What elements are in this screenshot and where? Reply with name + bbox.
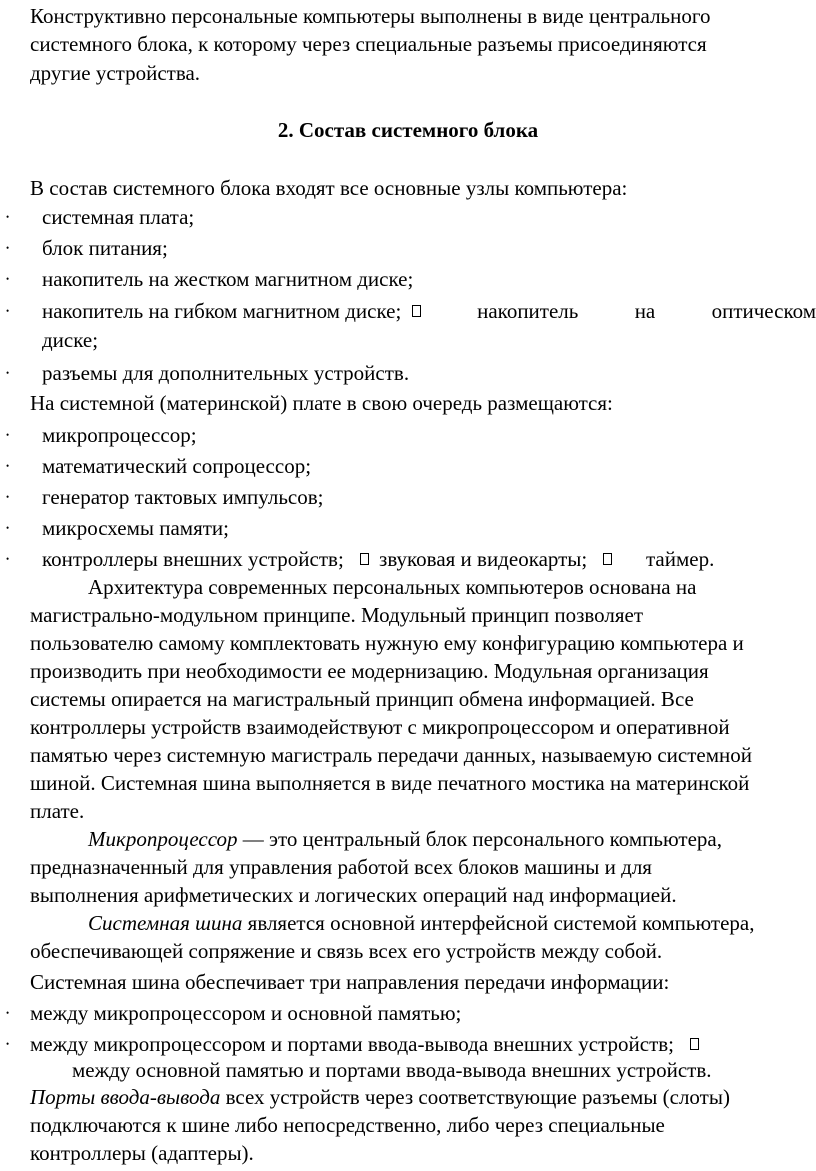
list-item: между основной памятью и портами ввода-вывода внешних устройств. bbox=[72, 1058, 712, 1082]
bus-definition-text: является основной интерфейсной системой компьютера, bbox=[242, 911, 755, 935]
list-item-text: контроллеры внешних устройств; bbox=[42, 547, 344, 571]
paragraph-line: подключаются к шине либо непосредственно, либо через специальные bbox=[30, 1113, 665, 1137]
justified-word: накопитель bbox=[477, 299, 579, 323]
bullet-icon: • bbox=[6, 430, 10, 440]
intro-line-3: другие устройства. bbox=[30, 61, 201, 85]
bus-directions-intro: Системная шина обеспечивает три направления передачи информации: bbox=[30, 970, 670, 994]
justified-word: оптическом bbox=[711, 299, 816, 323]
paragraph-line: пользователю самому комплектовать нужную ему конфигурацию компьютера и bbox=[30, 631, 744, 655]
bullet-icon: • bbox=[6, 492, 10, 502]
paragraph-line: системы опирается на магистральный принцип обмена информацией. Все bbox=[30, 687, 694, 711]
list-item bbox=[42, 545, 714, 573]
paragraph-line: выполнения арифметических и логических операций над информацией. bbox=[30, 883, 677, 907]
list-item: генератор тактовых импульсов; bbox=[42, 485, 324, 509]
term-bus: Системная шина bbox=[88, 911, 243, 935]
bullet-icon: • bbox=[6, 461, 10, 471]
paragraph-line: контроллеры устройств взаимодействуют с микропроцессором и оперативной bbox=[30, 715, 730, 739]
term-cpu: Микропроцессор bbox=[88, 827, 238, 851]
bullet-icon: • bbox=[6, 523, 10, 533]
paragraph-line: Архитектура современных персональных компьютеров основана на bbox=[88, 575, 697, 599]
paragraph-line: шиной. Системная шина выполняется в виде печатного мостика на материнской bbox=[30, 771, 750, 795]
composition-intro: В состав системного блока входят все основные узлы компьютера: bbox=[30, 176, 628, 200]
intro-line-1: Конструктивно персональные компьютеры выполнены в виде центрального bbox=[30, 4, 711, 28]
ports-definition-text: всех устройств через соответствующие разъемы (слоты) bbox=[220, 1085, 730, 1109]
list-item-text: накопитель на гибком магнитном диске; bbox=[42, 299, 402, 323]
square-bullet-icon bbox=[603, 553, 612, 565]
bullet-icon: • bbox=[6, 212, 10, 222]
ports-definition bbox=[30, 1083, 730, 1111]
term-ports: Порты ввода-вывода bbox=[30, 1085, 221, 1109]
section-heading: 2. Состав системного блока bbox=[277, 118, 539, 142]
board-intro: На системной (материнской) плате в свою очередь размещаются: bbox=[30, 391, 613, 415]
intro-line-2: системного блока, к которому через специальные разъемы присоединяются bbox=[30, 32, 707, 56]
list-item: разъемы для дополнительных устройств. bbox=[42, 361, 410, 385]
list-item-continuation: диске; bbox=[42, 328, 99, 352]
cpu-definition bbox=[88, 825, 722, 853]
justified-word: на bbox=[634, 299, 656, 323]
list-item: системная плата; bbox=[42, 205, 195, 229]
bullet-icon: • bbox=[6, 1039, 10, 1049]
paragraph-line: предназначенный для управления работой всех блоков машины и для bbox=[30, 855, 652, 879]
paragraph-line: обеспечивающей сопряжение и связь всех его устройств между собой. bbox=[30, 939, 663, 963]
bullet-icon: • bbox=[6, 274, 10, 284]
list-item: накопитель на жестком магнитном диске; bbox=[42, 267, 414, 291]
list-item: между микропроцессором и основной памятью; bbox=[30, 1001, 462, 1025]
paragraph-line: магистрально-модульном принципе. Модульный принцип позволяет bbox=[30, 603, 644, 627]
square-bullet-icon bbox=[690, 1038, 699, 1050]
square-bullet-icon bbox=[360, 553, 369, 565]
bullet-icon: • bbox=[6, 306, 10, 316]
list-item-text: между микропроцессором и портами ввода-вывода внешних устройств; bbox=[30, 1032, 675, 1056]
list-item-text: звуковая и видеокарты; bbox=[379, 547, 588, 571]
bullet-icon: • bbox=[6, 1008, 10, 1018]
list-item: математический сопроцессор; bbox=[42, 454, 312, 478]
list-item: блок питания; bbox=[42, 236, 168, 260]
paragraph-line: производить при необходимости ее модернизацию. Модульная организация bbox=[30, 659, 709, 683]
paragraph-line: памятью через системную магистраль передачи данных, называемую системной bbox=[30, 743, 752, 767]
bullet-icon: • bbox=[6, 554, 10, 564]
list-item bbox=[30, 1030, 699, 1058]
square-bullet-icon bbox=[412, 305, 421, 317]
cpu-definition-text: — это центральный блок персонального компьютера, bbox=[237, 827, 722, 851]
bullet-icon: • bbox=[6, 368, 10, 378]
paragraph-line: контроллеры (адаптеры). bbox=[30, 1141, 254, 1165]
list-item bbox=[42, 297, 816, 325]
list-item-text: таймер. bbox=[646, 547, 715, 571]
bus-definition bbox=[88, 909, 754, 937]
list-item: микропроцессор; bbox=[42, 423, 197, 447]
paragraph-line: плате. bbox=[30, 799, 85, 823]
list-item: микросхемы памяти; bbox=[42, 516, 230, 540]
bullet-icon: • bbox=[6, 243, 10, 253]
